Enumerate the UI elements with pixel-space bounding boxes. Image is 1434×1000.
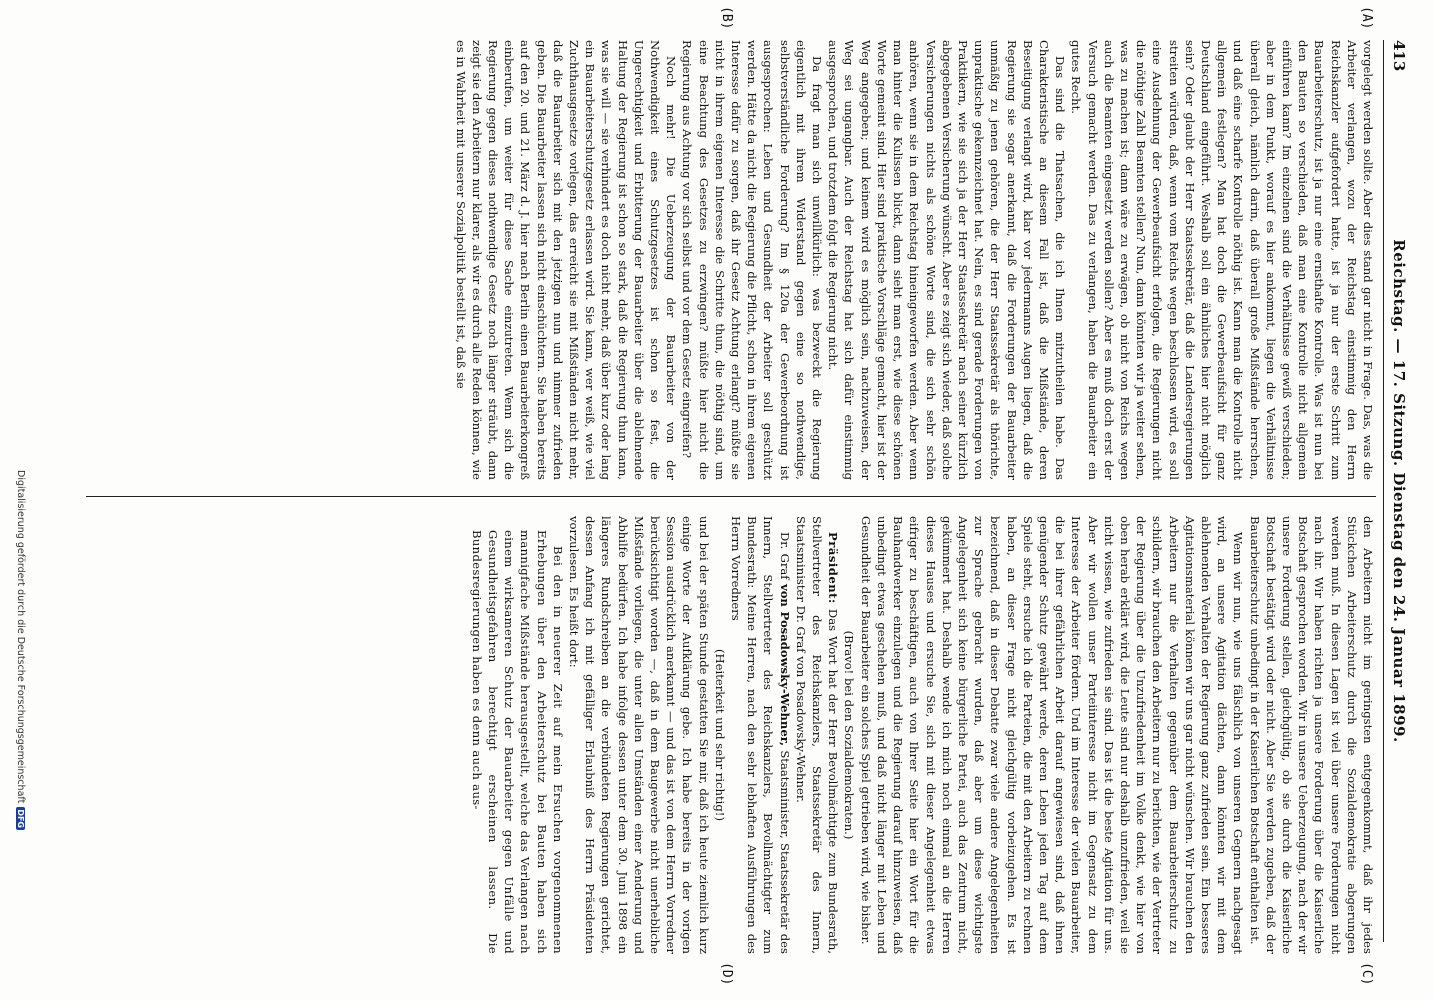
paragraph: Noch mehr! Die Ueberzeugung der Bauarbeiter von der Nothwendigkeit eines Schutzgesetzes ist schon so fest, die Ungerechtigkeit und Erbitterung der Bauarbeiter über die ablehnende Haltung der Regierung ist schon so stark, daß die Regierung thun kann, was sie will — sie verhindert es doch nicht mehr, daß über kurz oder lang ein Bauarbeiterschutzgesetz erlassen wird. Sie kann, wer weiß, wie viel Zuchthausgesetze vorlegen, das erreicht sie mit Mißständen nicht mehr, daß die Bauarbeiter sich mit den jetzigen nun und nimmer zufrieden geben. Die Bauarbeiter lassen sich nicht einschüchtern. Sie haben bereits auf den 20. und 21. März d. J. hier nach Berlin einen Bauarbeiterkongreß einberufen, um weiter für diese Sache einzutreten. Wenn sich die Regierung gegen dieses nothwendige Gesetz noch länger sträubt, dann zeigt sie den Arbeitern nur klarer, als wir es durch alle Reden können, wie es in Wahrheit mit unserer Sozialpolitik bestellt ist, daß sie: [453, 40, 679, 480]
running-title: Reichstag. — 17. Sitzung. Dienstag den 24. Januar 1899.: [1390, 239, 1408, 743]
margin-mark-c: (C): [1359, 962, 1374, 986]
footer-text: Digitalisierung gefördert durch die Deutsche Forschungsgemeinschaft: [15, 470, 26, 804]
paragraph: vorgelegt werden sollte. Aber dies stand gar nicht in Frage. Das, was die Arbeiter verlangen, wozu der Reichstag einstimmig den Herrn Reichskanzler aufgefordert hatte, ist ja nur der erste Schritt zum Bauarbeiterschutz, ist ja nur eine ernsthafte Kontrolle. Was ist nun bei den Bauten so verschieden, daß man eine Kontrolle nicht allgemein einführen kann? Im einzelnen sind die Verhältnisse gewiß verschieden; aber in dem Punkt, worauf es hier ankommt, liegen die Verhältnisse überall gleich, nämlich darin, daß überall große Mißstände herrschen, und daß eine scharfe Kontrolle nöthig ist. Kann man die Kontrolle nicht allgemein festlegen? Man hat doch die Gewerbeaufsicht für ganz Deutschland eingeführt. Weshalb soll ein ähnliches hier nicht möglich sein? Oder glaubt der Herr Staatssekretär, daß die Landesregierungen streiten würden, daß, wenn vom Reichs wegen beschlossen wird, es soll eine Ausdehnung der Gewerbeaufsicht erfolgen, die Regierungen nicht die nöthige Zahl Beamten stellen? Nun, dann könnten wir ja weiter sehen, was zu machen ist; dann wäre zu erwägen, ob nicht von Reichs wegen auch die Beamten eingesetzt werden sollen? Aber es muß doch erst der Versuch gemacht werden. Das zu verlangen, haben die Bauarbeiter ein gutes Recht.: [1069, 40, 1375, 480]
dfg-logo: DFG: [16, 809, 25, 828]
right-column: [86, 516, 1376, 954]
applause-note: (Bravo! bei den Sozialdemokraten.): [842, 630, 857, 840]
paragraph: den Arbeitern nicht im geringsten entgegenkommt, daß ihr jedes Stückchen Arbeiterschutz durch die Sozialdemokratie abgerungen werden muß. In diesen Lagen ist viel über unsere Forderungen nicht nach ihr. Wir haben richten ja unsere Forderung über die Kaiserliche Botschaft gesprochen worden. Wir in unsere Ueberzeugung, nach der wir unsere Forderung stellen, gleichgültig, ob sie durch die Kaiserliche Botschaft bestätigt wird oder nicht. Aber Sie werden zugeben, daß der Bauarbeiterschutz unbedingt in der Kaiserlichen Botschaft enthalten ist.: [1247, 516, 1375, 954]
speaker-name: von Posadowsky-Wehner,: [777, 583, 792, 747]
paragraph: Wenn wir nun, wie uns fälschlich von unseren Gegnern nachgesagt wird, an unsere Agitation dächten, dann könnten wir mit dem ablehnenden Verhalten der Regierung ganz zufrieden sein. Ein besseres Agitationsmaterial können wir uns gar nicht wünschen. Wir brauchen den Arbeitern nur die Verhalten gegenüber dem Bauarbeiterschutz zu schildern, wir brauchen den Arbeitern nur zu berichten, wie der Vertreter der Regierung über die Unzufriedenheit im Volke denkt, wie hier von oben herab erklärt wird, die Leute sind nur deshalb unzufrieden, weil sie nicht wissen, wie zufrieden sie sind. Das ist die beste Agitation für uns. Aber wir wollen unser Parteiinteresse nicht im Gegensatz zu dem Interesse der Arbeiter fördern. Und im Interesse der vielen Bauarbeiter, die bei ihrer gefährlichen Arbeit darauf angewiesen sind, daß ihnen genügender Schutz gewährt werde, deren Leben jeden Tag auf dem Spiele steht, ersuche ich die Parteien, die mit den Arbeitern zu rechnen haben, an dieser Frage nicht gleichgültig vorbeizugehen. Es ist bezeichnend, daß in dieser Debatte zwar viele andere Angelegenheiten zur Sprache gebracht wurden, daß aber um diese wichtigste Angelegenheit sich keine bürgerliche Partei, auch das Zentrum nicht, gekümmert hat. Deshalb wende ich mich noch einmal an die Herren dieses Hauses und ersuche Sie, sich mit dieser Angelegenheit etwas eifriger zu beschäftigen, auch von Ihrer Seite hier ein Wort für die Bauhandwerker einzulegen und die Regierung darauf hinzuweisen, daß unbedingt etwas geschehen muß, und daß nicht länger mit Leben und Gesundheit der Bauarbeiter ein solches Spiel getrieben wird, wie bisher.: [858, 516, 1246, 954]
speaker-text: Staatsminister, Staatssekretär des Innern, Stellvertreter des Reichskanzlers, Bevollmächtigter zum Bundesrath: Meine Herren, nach den sehr lebhaften Ausführungen des Herrn Vorredners: [729, 516, 792, 954]
paragraph: Das sind die Thatsachen, die ich Ihnen mitzutheilen habe. Das Charakteristische an diesem Fall ist, daß die Mißstände, deren Beseitigung verlangt wird, klar vor jedermanns Augen liegen, daß die Regierung sie sogar anerkannt, daß die Forderungen der Bauarbeiter unmäßig zu jenen gehören, die der Herr Staatssekretär als thörichte, unpraktische gekennzeichnet hat. Nein, es sind gerade Forderungen von Praktikern, wie sie sich ja der Herr Staatssekretär nach seiner kürzlich abgegebenen Versicherung wünscht. Aber es zeigt sich wieder, daß solche Versicherungen nichts als schöne Worte sind, die sich sehr schön anhören, wenn sie in dem Reichstag hineingeworfen werden. Aber wenn man hinter die Kulissen blickt, dann sieht man erst, wie diese schönen Worte gemeint sind. Hier sind praktische Vorschläge gemacht, hier ist der Weg angegeben; und keinem wird es möglich sein, nachzuweisen, der Weg sei ungangbar. Auch der Reichstag hat sich dafür einstimmig ausgesprochen, und trotzdem folgt die Regierung nicht.: [826, 40, 1068, 480]
president-text: Das Wort hat der Herr Bevollmächtigte zum Bundesrath, Stellvertreter des Reichskanzlers, Staatssekretär des Innern, Staatsminister Dr. Graf von Posadowsky-Wehner.: [793, 516, 841, 954]
margin-mark-d: (D): [719, 962, 734, 986]
speaker-intro: Dr. Graf: [777, 532, 792, 580]
president-paragraph: [793, 516, 842, 954]
paragraph: Da fragt man sich unwillkürlich: was bezweckt die Regierung eigentlich mit ihrem Widerstand gegen eine so nothwendige, selbstverständliche Forderung? Im § 120a der Gewerbeordnung ist ausgesprochen: Leben und Gesundheit der Arbeiter soll geschützt werden. Hätte da nicht die Regierung die Pflicht, schon in ihrem eigenen Interesse dafür zu sorgen, daß ihr Gesetz Achtung erlangt? müßte sie nicht in ihrem eigenen Interesse die Schritte thun, die nöthig sind, um eine Beachtung des Gesetzes zu erzwingen? müßte hier nicht die Regierung aus Achtung vor sich selbst und vor dem Gesetz eingreifen?: [680, 40, 825, 480]
column-divider: [86, 496, 1376, 497]
margin-mark-b: (B): [719, 6, 734, 30]
page-number: 413: [1390, 40, 1408, 72]
page-header: [1383, 40, 1414, 942]
margin-mark-a: (A): [1359, 6, 1374, 30]
speaker-paragraph: [728, 516, 793, 954]
footer-note: [15, 470, 26, 830]
president-label: Präsident:: [826, 532, 841, 604]
laughter-note: (Heiterkeit und sehr richtig!): [712, 649, 727, 821]
quotation: Bei den in neuerer Zeit auf mein Ersuchen vorgenommenen Erhebungen über den Arbeiterschutz bei Bauten haben sich mannigfache Mißstände herausgestellt, welche das Verlangen nach einem wirksameren Schutz der Bauarbeiter gegen Unfälle und Gesundheitsgefahren berechtigt erscheinen lassen. Die Bundesregierungen haben es denn auch aus-: [469, 530, 565, 954]
left-column: [86, 40, 1376, 480]
paragraph: und bei der späten Stunde gestatten Sie mir, daß ich heute ziemlich kurz einige Worte der Aufklärung gebe. Ich habe bereits in der vorigen Session ausdrücklich anerkannt — und das ist von dem Herrn Vorredner berücksichtigt worden —, daß in dem Baugewerbe nicht unerhebliche Mißstände vorliegen, die unter allen Umständen einer Aenderung und Abhilfe bedürfen. Ich habe infolge dessen unter dem 30. Juni 1898 ein längeres Rundschreiben an die verbündeten Regierungen gerichtet, dessen Anfang ich mit gefälliger Erlaubniß des Herrn Präsidenten vorzulesen. Es heißt dort:: [567, 516, 711, 954]
